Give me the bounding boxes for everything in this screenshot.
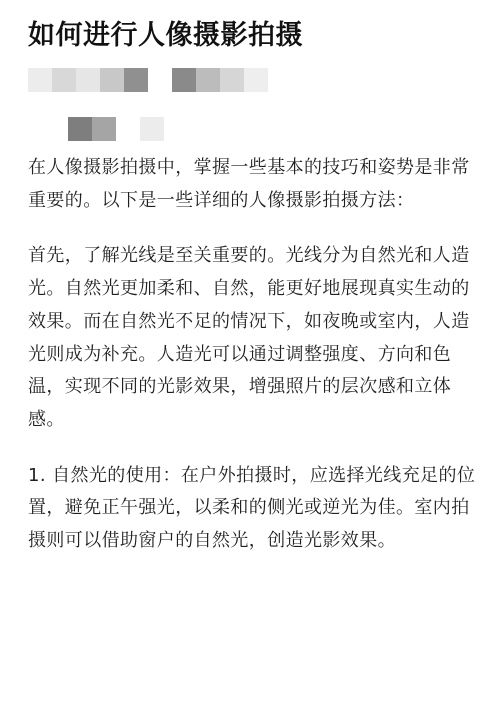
blur-pixel	[28, 68, 52, 92]
author-info-blurred	[28, 68, 268, 92]
blur-pixel	[116, 117, 140, 141]
blur-pixel	[220, 68, 244, 92]
blur-pixel	[244, 68, 268, 92]
blur-pixel	[92, 117, 116, 141]
blur-pixel	[140, 117, 164, 141]
blur-pixel	[172, 68, 196, 92]
paragraph-intro: 在人像摄影拍摄中，掌握一些基本的技巧和姿势是非常重要的。以下是一些详细的人像摄影拍摄方法：	[28, 157, 470, 211]
blur-pixel	[76, 68, 100, 92]
article-body	[28, 152, 476, 581]
blur-pixel	[124, 68, 148, 92]
blur-pixel	[52, 68, 76, 92]
blur-pixel	[148, 68, 172, 92]
blur-pixel	[100, 68, 124, 92]
article-title: 如何进行人像摄影拍摄	[28, 20, 303, 51]
blur-pixel	[68, 117, 92, 141]
blur-pixel	[196, 68, 220, 92]
publish-date-blurred	[68, 117, 164, 141]
paragraph-light: 首先，了解光线是至关重要的。光线分为自然光和人造光。自然光更加柔和、自然，能更好地展现真实生动的效果。而在自然光不足的情况下，如夜晚或室内，人造光则成为补充。人造光可以通过调整强度、方向和色温，实现不同的光影效果，增强照片的层次感和立体感。	[28, 245, 470, 430]
paragraph-natural-light: 1. 自然光的使用：在户外拍摄时，应选择光线充足的位置，避免正午强光，以柔和的侧光或逆光为佳。室内拍摄则可以借助窗户的自然光，创造光影效果。	[28, 464, 476, 552]
